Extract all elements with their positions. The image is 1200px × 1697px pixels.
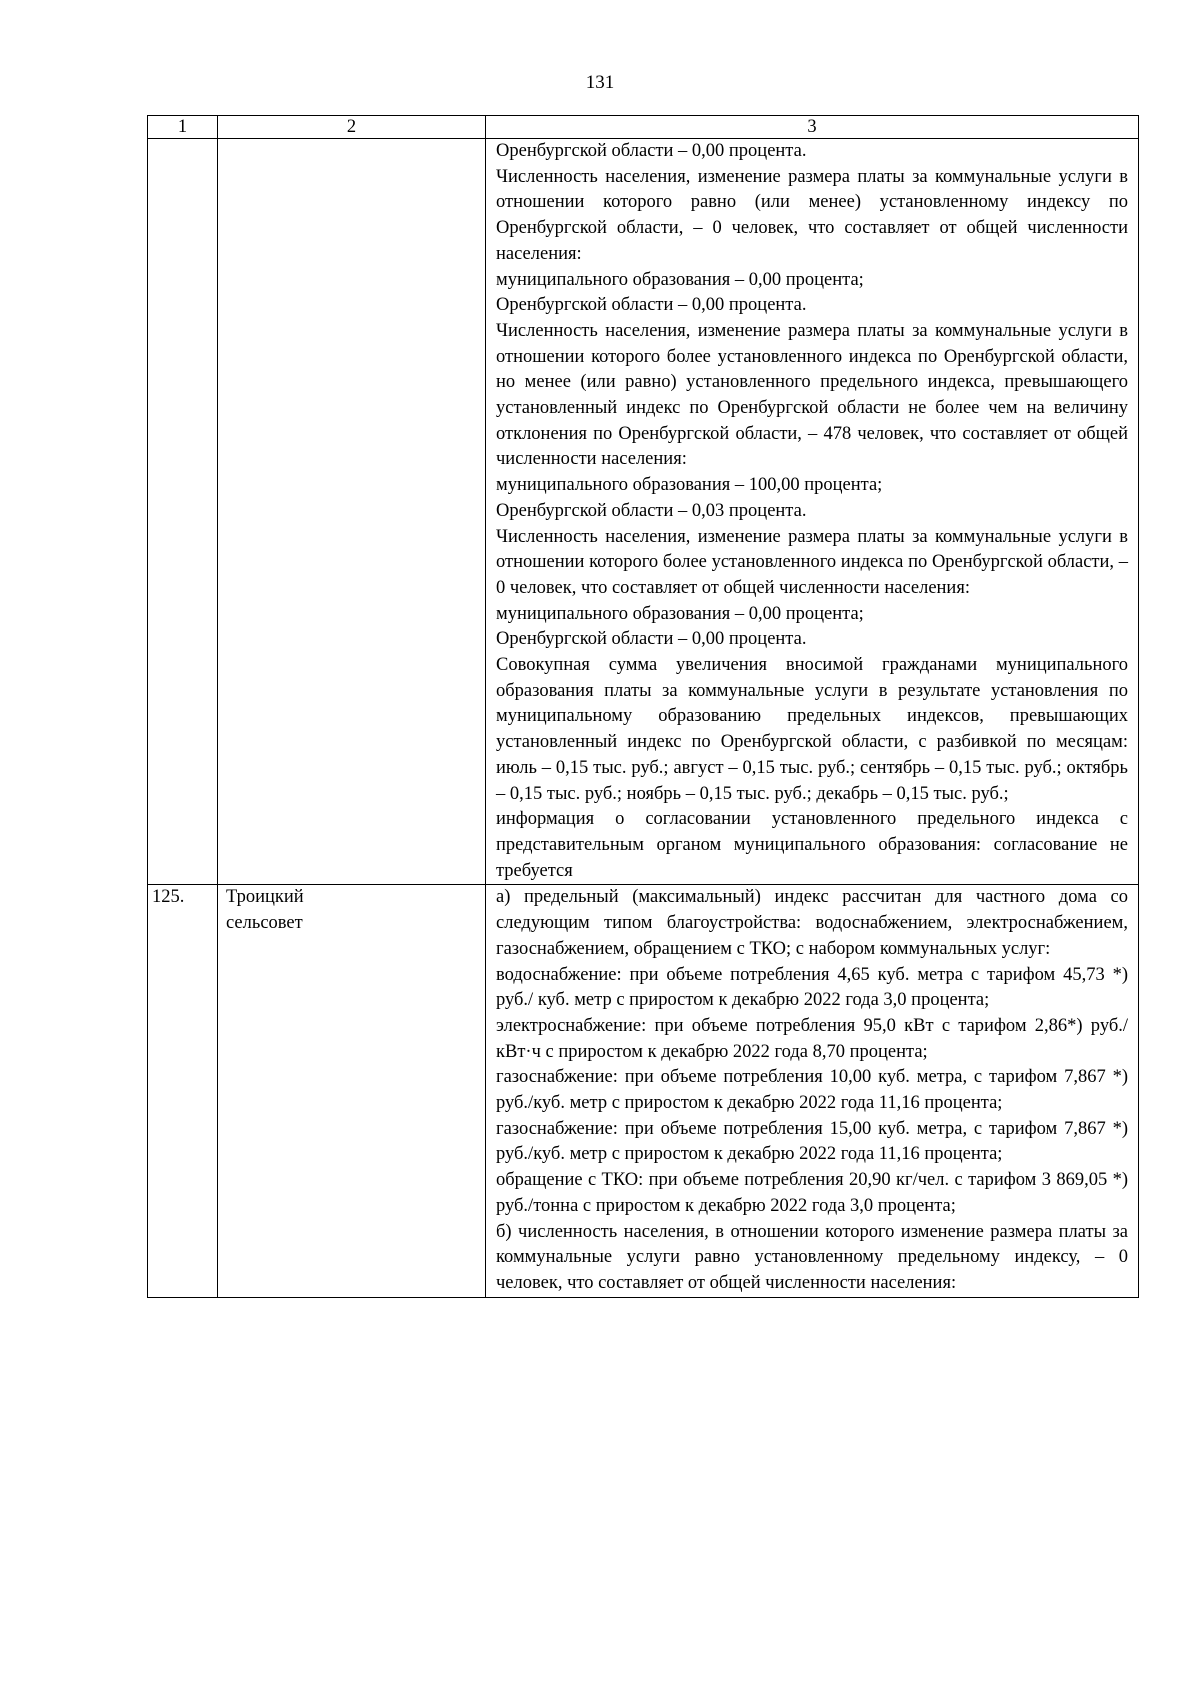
- municipality-name: Троицкий сельсовет: [226, 887, 304, 934]
- column-header-1: 1: [148, 116, 218, 139]
- paragraph: Оренбургской области – 0,00 процента.: [496, 295, 807, 316]
- paragraph: муниципального образования – 0,00 процента;: [496, 603, 864, 624]
- paragraph: Оренбургской области – 0,00 процента.: [496, 629, 807, 650]
- paragraph: муниципального образования – 100,00 процента;: [496, 475, 883, 496]
- paragraph: Оренбургской области – 0,03 процента.: [496, 500, 807, 521]
- paragraph: водоснабжение: при объеме потребления 4,65 куб. метра с тарифом 45,73 *) руб./ куб. метр с приростом к декабрю 2022 года 3,0 процента;: [496, 964, 1128, 1011]
- paragraph: Численность населения, изменение размера платы за коммунальные услуги в отношении которого более установленного индекса по Оренбургской области, – 0 человек, что составляет от общей численности населения:: [496, 526, 1128, 598]
- paragraph: Совокупная сумма увеличения вносимой гражданами муниципального образования платы за коммунальные услуги в результате установления по муниципальному образованию предельных индексов, превышающих установленный индекс по Оренбургской области, с разбивкой по месяцам: июль – 0,15 тыс. руб.; август – 0,15 тыс. руб.; сентябрь – 0,15 тыс. руб.; октябрь – 0,15 тыс. руб.; ноябрь – 0,15 тыс. руб.; декабрь – 0,15 тыс. руб.;: [496, 655, 1128, 804]
- description-cell: [486, 139, 1139, 885]
- paragraph: б) численность населения, в отношении которого изменение размера платы за коммунальные услуги равно установленному предельному индексу, – 0 человек, что составляет от общей численности населения:: [496, 1221, 1128, 1293]
- page-number: 131: [585, 72, 615, 93]
- paragraph: информация о согласовании установленного предельного индекса с представительным органом муниципального образования: согласование не требуется: [496, 809, 1128, 881]
- row-number-cell: 125.: [148, 885, 218, 1297]
- table-header-row: [148, 116, 1139, 139]
- municipality-name-cell: [218, 139, 486, 885]
- paragraph: газоснабжение: при объеме потребления 15,00 куб. метра, с тарифом 7,867 *) руб./куб. метр с приростом к декабрю 2022 года 11,16 процента;: [496, 1118, 1128, 1165]
- row-number-cell: [148, 139, 218, 885]
- paragraph: газоснабжение: при объеме потребления 10,00 куб. метра, с тарифом 7,867 *) руб./куб. метр с приростом к декабрю 2022 года 11,16 процента;: [496, 1067, 1128, 1114]
- table-row-125: [148, 885, 1139, 1297]
- table-row-continuation: [148, 139, 1139, 885]
- column-header-3: 3: [486, 116, 1139, 139]
- paragraph: обращение с ТКО: при объеме потребления 20,90 кг/чел. с тарифом 3 869,05 *) руб./тонна с приростом к декабрю 2022 года 3,0 процента;: [496, 1170, 1128, 1216]
- column-header-2: 2: [218, 116, 486, 139]
- paragraph: Оренбургской области – 0,00 процента.: [496, 141, 807, 161]
- municipality-name-cell: [218, 885, 486, 1297]
- paragraph: Численность населения, изменение размера платы за коммунальные услуги в отношении которого равно (или менее) установленному индексу по Оренбургской области, – 0 человек, что составляет от общей численности населения:: [496, 166, 1128, 264]
- description-cell: [486, 885, 1139, 1297]
- document-table: [147, 115, 1139, 1298]
- paragraph: электроснабжение: при объеме потребления 95,0 кВт с тарифом 2,86*) руб./кВт·ч с приростом к декабрю 2022 года 8,70 процента;: [496, 1015, 1128, 1062]
- paragraph: Численность населения, изменение размера платы за коммунальные услуги в отношении которого более установленного индекса по Оренбургской области, но менее (или равно) установленного предельного индекса, превышающего установленный индекс по Оренбургской области не более чем на величину отклонения по Оренбургской области, – 478 человек, что составляет от общей численности населения:: [496, 320, 1128, 470]
- paragraph: а) предельный (максимальный) индекс рассчитан для частного дома со следующим типом благоустройства: водоснабжением, электроснабжением, газоснабжением, обращением с ТКО; с набором коммунальных услуг:: [496, 887, 1128, 959]
- paragraph: муниципального образования – 0,00 процента;: [496, 269, 864, 290]
